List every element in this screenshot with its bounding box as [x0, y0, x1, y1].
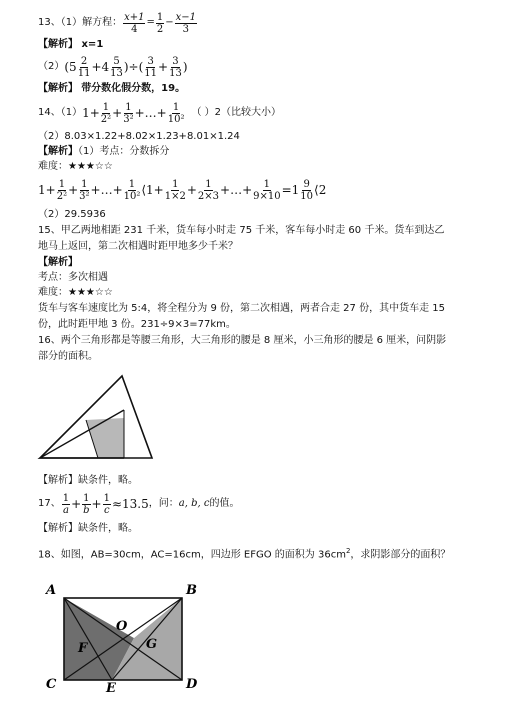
q16-answer: 【解析】缺条件，略。 [38, 475, 138, 486]
q17-equation: 17、 $\frac{1}{a}$ + $\frac{1}{b}$ + $\frac{1}{c}$ ≈13.5 ，问： a, b, c 的值。 [38, 492, 240, 516]
q13-equation-line: 13、（1）解方程： $\frac{x+1}{4}$ = $\frac{1}{2}$ − $\frac{x-1}{3}$ [38, 11, 197, 35]
q15-solution2: 份，此时距甲地 3 份。231÷9×3=77km。 [38, 319, 236, 330]
q15-topic: 考点：多次相遇 [38, 272, 108, 283]
q17-answer: 【解析】缺条件，略。 [38, 523, 138, 534]
q15-line1: 15、甲乙两地相距 231 千米，货车每小时走 75 千米，客车每小时走 60 千米。货车到达乙 [38, 225, 445, 236]
q14-analysis: 【解析】（1）考点：分数拆分 [38, 146, 170, 157]
fraction: $\frac{x+1}{4}$ [124, 11, 145, 35]
label-A: A [46, 583, 57, 598]
label-G: G [146, 637, 158, 652]
q14-part2: （2）8.03×1.22+8.02×1.23+8.01×1.24 [38, 131, 240, 142]
q13-answer1: 【解析】 x=1 [38, 39, 104, 50]
q18-question: 18、如图，AB=30cm，AC=16cm，四边形 EFGO 的面积为 $36cm^2$，求阴影部分的面积？ [38, 547, 451, 561]
q14-inequality: 1+ $\frac{1}{\text{2²}}$ + $\frac{1}{\text{3²}}$ +…+ $\frac{1}{\text{10²}}$ ⟨1+ $\frac{1}{1\times 2}$ + $\frac{1}{2\times 3}$ +…+ $\frac{1}{9\times 10}$ =1 $\frac{9}{10}$ ⟨2 [38, 178, 327, 202]
q13-answer2: 【解析】 带分数化假分数，19。 [38, 83, 186, 94]
q15-difficulty: 难度：★★★☆☆ [38, 287, 113, 298]
label-C: C [46, 677, 57, 692]
q16-line2: 部分的面积。 [38, 351, 98, 362]
label-O: O [116, 619, 128, 634]
label-B: B [186, 583, 197, 598]
fraction: $\frac{1}{2}$ [156, 11, 164, 35]
fraction: $\frac{x-1}{3}$ [175, 11, 197, 35]
label-E: E [106, 681, 116, 696]
q18-rectangle-figure [38, 578, 208, 696]
q16-line1: 16、两个三角形都是等腰三角形，大三角形的腰是 8 厘米，小三角形的腰是 6 厘米，问阴影 [38, 335, 447, 346]
q15-line2: 地马上返回，第二次相遇时距甲地多少千米？ [38, 241, 238, 252]
q13-number: 13、（1）解方程： [38, 17, 123, 28]
q13-expression2: （2） (5 $\frac{2}{11}$ +4 $\frac{5}{13}$ )÷( $\frac{3}{11}$ + $\frac{3}{13}$ ) [38, 55, 188, 79]
q16-triangle-figure [36, 372, 158, 466]
label-D: D [186, 677, 198, 692]
label-F: F [78, 641, 88, 656]
q15-solution1: 货车与客车速度比为 5:4，将全程分为 9 份，第二次相遇，两者合走 27 份，其中货车走 15 [38, 303, 445, 314]
q14-answer2: （2）29.5936 [38, 209, 106, 220]
q15-analysis-label: 【解析】 [38, 257, 78, 268]
q14-difficulty: 难度：★★★☆☆ [38, 161, 113, 172]
q14-series-line: 14、（1） 1+ $\frac{1}{\text{2²}}$ + $\frac{1}{\text{3²}}$ +…+ $\frac{1}{\text{10²}}$ （ ）2（比较大小） [38, 101, 281, 125]
